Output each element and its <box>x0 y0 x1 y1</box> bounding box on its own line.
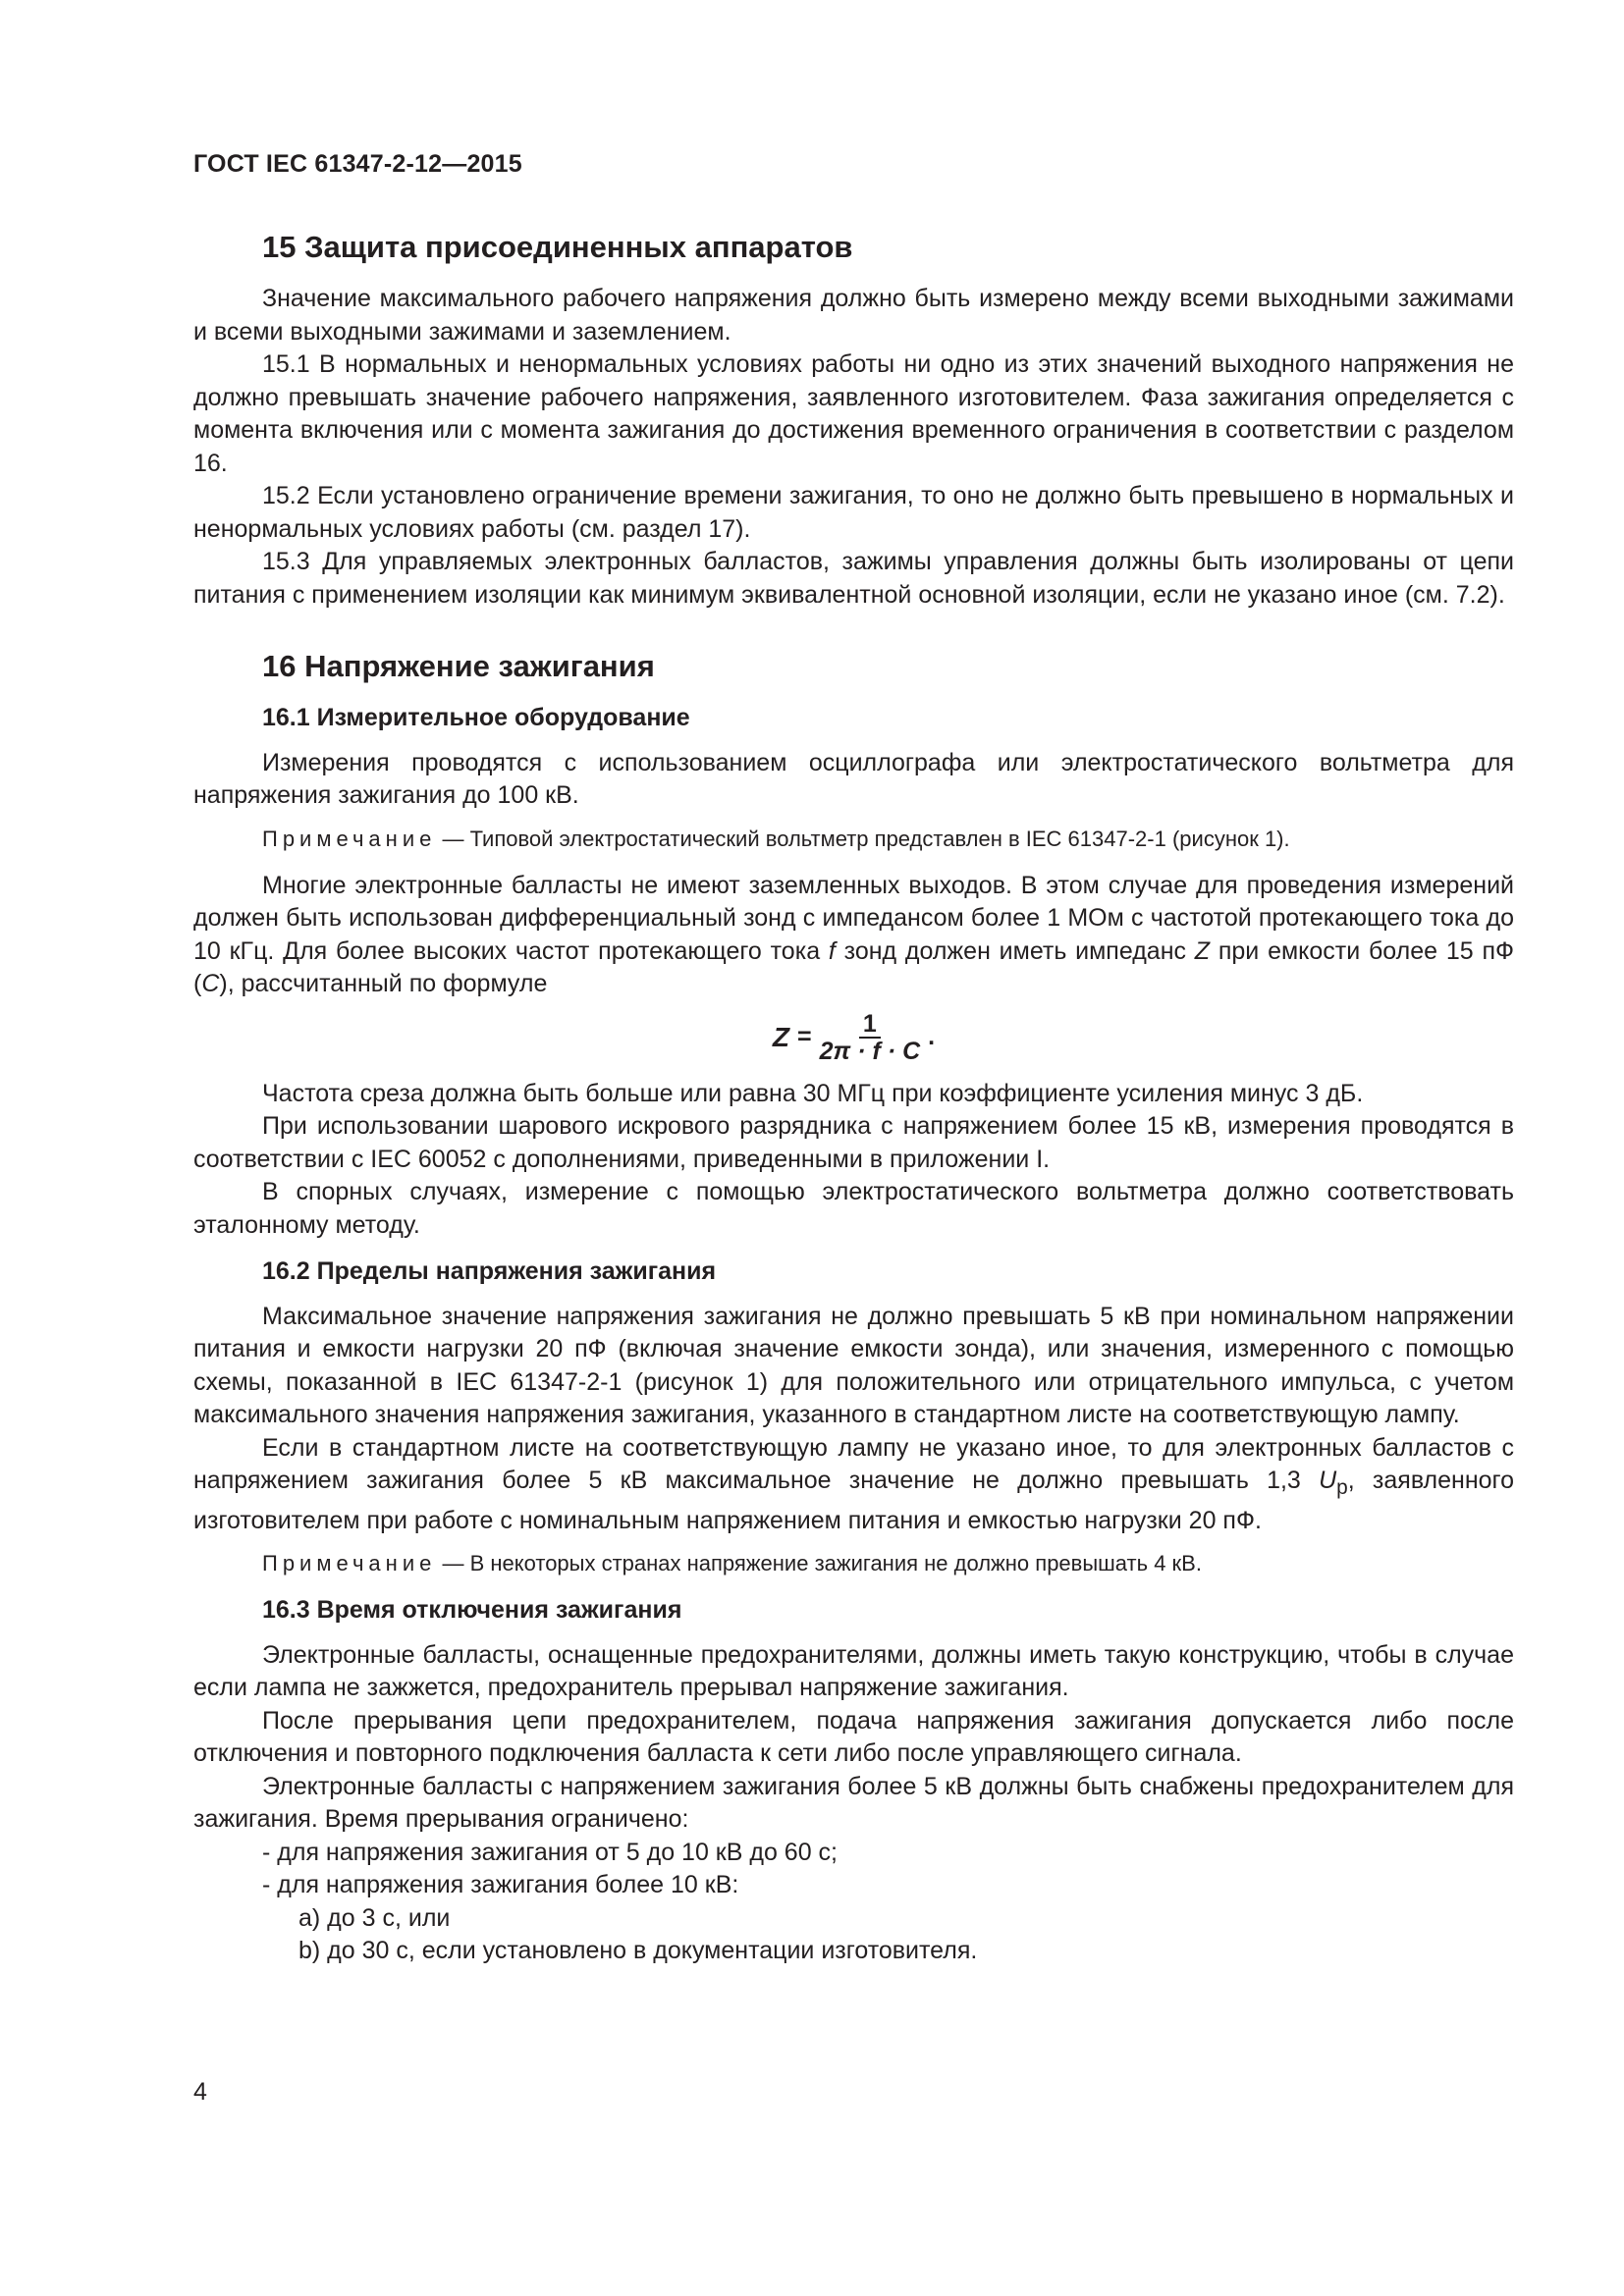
formula-eq: = <box>797 1022 812 1050</box>
note-text: — Типовой электростатический вольтметр представлен в IEC 61347-2-1 (рисунок 1). <box>436 826 1290 851</box>
var-c: C <box>201 970 220 997</box>
s15-1: 15.1 В нормальных и ненормальных условиях работы ни одно из этих значений выходного напряжения не должно превышать значение рабочего напряжения, заявленного изготовителем. Фаза зажигания определяется с момента включения или с момента зажигания до достижения временного ограничения в соответствии с разделом 16. <box>193 350 1514 477</box>
note-label: Примечание <box>262 826 437 851</box>
page-content <box>193 214 1514 1968</box>
s16-2-note <box>262 1549 1514 1578</box>
var-u-sub: p <box>1336 1476 1348 1499</box>
s16-3-p3: Электронные балласты с напряжением зажигания более 5 кВ должны быть снабжены предохранителем для зажигания. Время прерывания ограничено: <box>193 1772 1514 1833</box>
s15-3: 15.3 Для управляемых электронных балластов, зажимы управления должны быть изолированы от цепи питания с применением изоляции как минимум эквивалентной основной изоляции, если не указано иное (см. 7.2). <box>193 548 1514 609</box>
s16-1-p1: Измерения проводятся с использованием осциллографа или электростатического вольтметра для напряжения зажигания до 100 кВ. <box>193 748 1514 809</box>
impedance-formula <box>193 1011 1514 1064</box>
s16-3-p1: Электронные балласты, оснащенные предохранителями, должны иметь такую конструкцию, чтобы в случае если лампа не зажжется, предохранитель прерывал напряжение зажигания. <box>193 1640 1514 1701</box>
formula-fraction <box>816 1011 925 1064</box>
s15-intro: Значение максимального рабочего напряжения должно быть измерено между всеми выходными зажимами и всеми выходными зажимами и заземлением. <box>193 285 1514 346</box>
s16-1-p2: Многие электронные балласты не имеют заземленных выходов. В этом случае для проведения измерений должен быть использован дифференциальный зонд с импедансом более 1 МОм с частотой протекающего тока до 10 кГц. Для более высоких частот протекающего тока f зонд должен иметь импеданс Z при емкости более 15 пФ (C), рассчитанный по формуле <box>193 871 1514 997</box>
var-u: U <box>1319 1467 1337 1494</box>
s16-2-p2: Если в стандартном листе на соответствующую лампу не указано иное, то для электронных балластов с напряжением зажигания более 5 кВ максимальное значение не должно превышать 1,3 $U_p$, заявленного изготовителем при работе с номинальным напряжением питания и емкостью нагрузки 20 пФ. <box>193 1433 1515 1534</box>
section-16-3-heading: 16.3 Время отключения зажигания <box>262 1596 682 1624</box>
formula-denominator: 2π · f · C <box>819 1037 921 1065</box>
formula-numerator: 1 <box>859 1011 881 1039</box>
s15-2: 15.2 Если установлено ограничение времени зажигания, то оно не должно быть превышено в нормальных и ненормальных условиях работы (см. раздел 17). <box>193 482 1514 543</box>
formula-lhs: Z <box>772 1021 790 1052</box>
section-16-2-heading: 16.2 Пределы напряжения зажигания <box>262 1257 717 1285</box>
list-item: - для напряжения зажигания от 5 до 10 кВ до 60 с; <box>262 1838 838 1866</box>
note-label: Примечание <box>262 1551 437 1575</box>
formula-end: . <box>928 1022 936 1050</box>
note-text: — В некоторых странах напряжение зажигания не должно превышать 4 кВ. <box>436 1551 1202 1575</box>
var-f: f <box>828 936 836 965</box>
s16-1-p5: В спорных случаях, измерение с помощью электростатического вольтметра должно соответствовать эталонному методу. <box>193 1178 1514 1239</box>
list-item: - для напряжения зажигания более 10 кВ: <box>262 1871 739 1898</box>
section-16-heading: 16 Напряжение зажигания <box>262 649 655 683</box>
section-16-1-heading: 16.1 Измерительное оборудование <box>262 704 690 731</box>
s16-1-note <box>262 825 1514 854</box>
sub-list-item: a) до 3 с, или <box>298 1903 451 1932</box>
var-z: Z <box>1194 936 1211 965</box>
section-15-heading: 15 Защита присоединенных аппаратов <box>262 230 853 264</box>
document-code: ГОСТ IEC 61347-2-12—2015 <box>193 150 522 178</box>
s16-1-p4: При использовании шарового искрового разрядника с напряжением более 15 кВ, измерения проводятся в соответствии с IEC 60052 с дополнениями, приведенными в приложении I. <box>193 1112 1514 1173</box>
s16-3-p2: После прерывания цепи предохранителем, подача напряжения зажигания допускается либо после отключения и повторного подключения балласта к сети либо после управляющего сигнала. <box>193 1706 1514 1767</box>
sub-list-item: b) до 30 с, если установлено в документации изготовителя. <box>298 1937 978 1964</box>
page-number: 4 <box>193 2078 207 2106</box>
s16-1-p3: Частота среза должна быть больше или равна 30 МГц при коэффициенте усиления минус 3 дБ. <box>262 1079 1364 1107</box>
s16-2-p1: Максимальное значение напряжения зажигания не должно превышать 5 кВ при номинальном напряжении питания и емкости нагрузки 20 пФ (включая значение емкости зонда), или значения, измеренного с помощью схемы, показанной в IEC 61347-2-1 (рисунок 1) для положительного или отрицательного импульса, с учетом максимального значения напряжения зажигания, указанного в стандартном листе на соответствующую лампу. <box>193 1302 1514 1428</box>
